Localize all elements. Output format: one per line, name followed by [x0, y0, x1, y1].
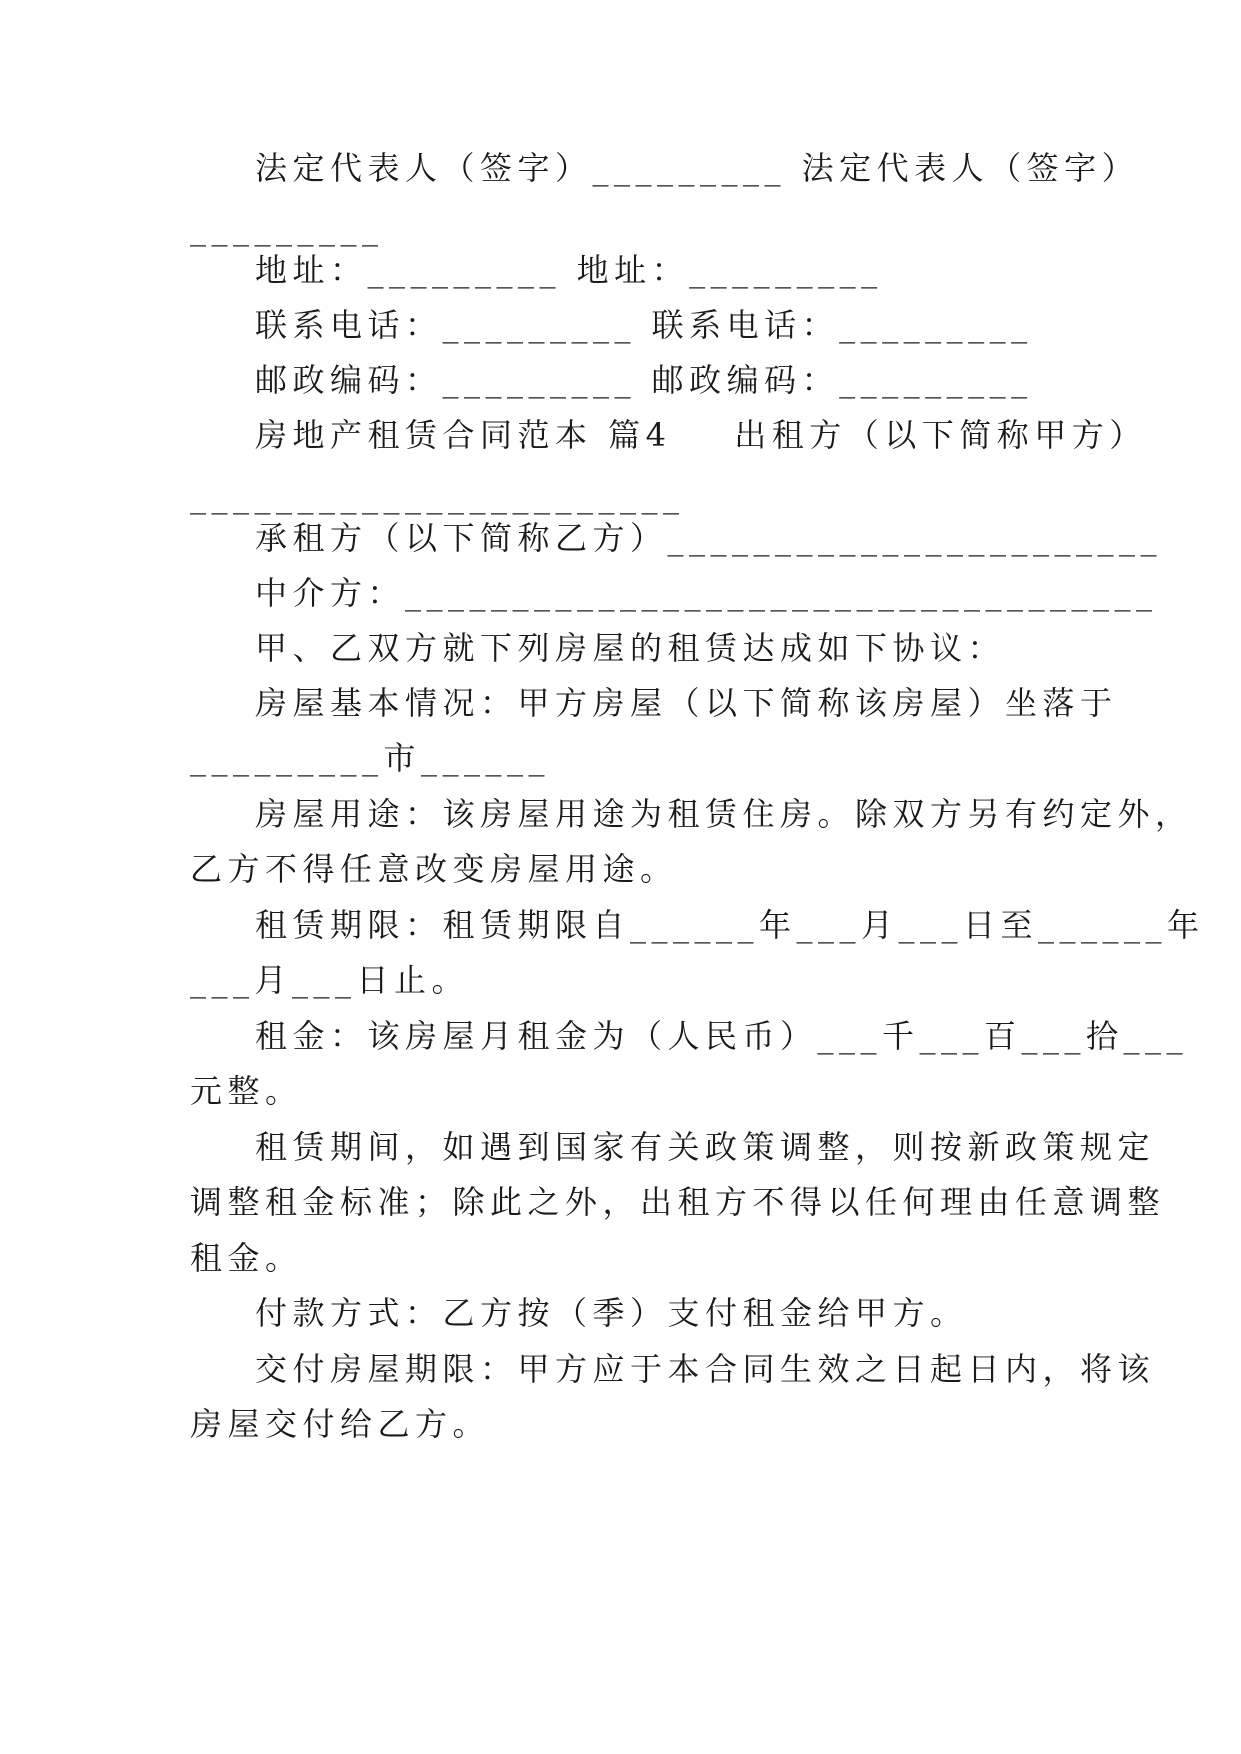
- payment-line: 付款方式：乙方按（季）支付租金给甲方。: [255, 1294, 968, 1332]
- signature-blank: _________: [190, 209, 384, 247]
- agreement-intro: 甲、乙双方就下列房屋的租赁达成如下协议：: [255, 629, 1006, 667]
- lessee-line: 承租方（以下简称乙方）_______________________: [255, 519, 1163, 557]
- adjustment-line-3: 租金。: [190, 1239, 303, 1277]
- usage-line-2: 乙方不得任意改变房屋用途。: [190, 850, 678, 888]
- signature-line: 法定代表人（签字）_________ 法定代表人（签字）: [255, 149, 1140, 187]
- agent-line: 中介方：___________________________________: [255, 574, 1158, 612]
- delivery-line-2: 房屋交付给乙方。: [190, 1405, 491, 1443]
- rent-line-1: 租金：该房屋月租金为（人民币）___千___百___拾___: [255, 1017, 1189, 1055]
- delivery-line-1: 交付房屋期限：甲方应于本合同生效之日起日内，将该: [255, 1350, 1156, 1388]
- term-line-2: ___月___日止。: [190, 961, 470, 999]
- lessor-blank: _______________________: [190, 477, 685, 515]
- phone-line: 联系电话：_________ 联系电话：_________: [255, 306, 1033, 344]
- term-line-1: 租赁期限：租赁期限自______年___月___日至______年: [255, 906, 1205, 944]
- adjustment-line-1: 租赁期间，如遇到国家有关政策调整，则按新政策规定: [255, 1128, 1156, 1166]
- postcode-line: 邮政编码：_________ 邮政编码：_________: [255, 361, 1033, 399]
- address-line: 地址：_________ 地址：_________: [255, 251, 883, 289]
- adjustment-line-2: 调整租金标准；除此之外，出租方不得以任何理由任意调整: [190, 1183, 1166, 1221]
- property-info-line-2: _________市______: [190, 739, 551, 777]
- section-heading: 房地产租赁合同范本 篇4 出租方（以下简称甲方）: [255, 416, 1147, 454]
- usage-line-1: 房屋用途：该房屋用途为租赁住房。除双方另有约定外，: [255, 795, 1193, 833]
- property-info-line-1: 房屋基本情况：甲方房屋（以下简称该房屋）坐落于: [255, 684, 1118, 722]
- rent-line-2: 元整。: [190, 1072, 303, 1110]
